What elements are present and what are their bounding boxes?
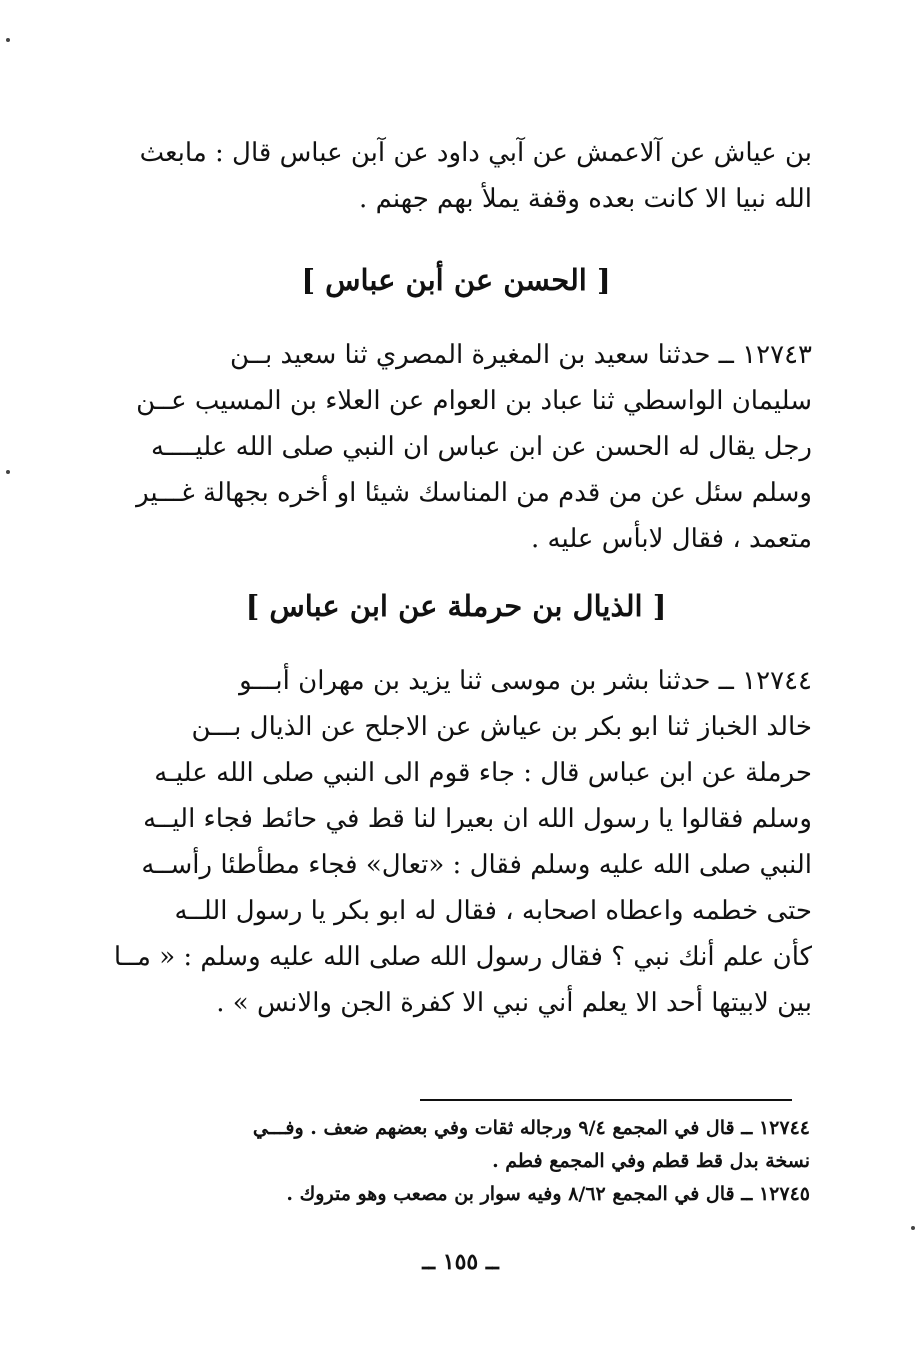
footnote-divider <box>420 1099 792 1101</box>
hadith-line: متعمد ، فقال لابأس عليه . <box>531 524 812 554</box>
hadith-line: بين لابيتها أحد الا يعلم أني نبي الا كفرة الجن والانس » . <box>216 988 812 1018</box>
scan-mark <box>6 470 10 474</box>
footnote-line: ١٢٧٤٥ ــ قال في المجمع ٨/٦٢ وفيه سوار بن مصعب وهو متروك . <box>286 1183 810 1205</box>
hadith-line: النبي صلى الله عليه وسلم فقال : «تعال» فجاء مطأطئا رأســه <box>141 850 812 880</box>
intro-line: بن عياش عن آلاعمش عن آبي داود عن آبن عباس قال : مابعث <box>139 138 812 168</box>
footnote-line: ١٢٧٤٤ ــ قال في المجمع ٩/٤ ورجاله ثقات وفي بعضهم ضعف . وفـــي <box>252 1117 810 1139</box>
intro-line: الله نبيا الا كانت بعده وقفة يملأ بهم جهنم . <box>359 184 812 214</box>
section-heading-dhayyal: [ الذيال بن حرملة عن ابن عباس ] <box>245 589 667 623</box>
hadith-line: ١٢٧٤٤ ــ حدثنا بشر بن موسى ثنا يزيد بن مهران أبـــو <box>239 666 812 696</box>
page-number: ــ ١٥٥ ــ <box>422 1249 499 1275</box>
page-body <box>100 130 812 1026</box>
hadith-line: كأن علم أنك نبي ؟ فقال رسول الله صلى الله عليه وسلم : « مــا <box>113 942 812 972</box>
scan-mark <box>911 1226 915 1230</box>
hadith-line: خالد الخباز ثنا ابو بكر بن عياش عن الاجلح عن الذيال بـــن <box>191 712 812 742</box>
footnotes <box>110 1112 810 1211</box>
footnote-line: نسخة بدل قط قطم وفي المجمع فطم . <box>492 1150 810 1172</box>
section-heading-hasan: [ الحسن عن أبن عباس ] <box>301 263 611 297</box>
hadith-line: وسلم فقالوا يا رسول الله ان بعيرا لنا قط في حائط فجاء اليــه <box>143 804 812 834</box>
hadith-line: سليمان الواسطي ثنا عباد بن العوام عن العلاء بن المسيب عــن <box>136 386 812 416</box>
hadith-line: حتى خطمه واعطاه اصحابه ، فقال له ابو بكر يا رسول اللــه <box>174 896 812 926</box>
hadith-line: ١٢٧٤٣ ــ حدثنا سعيد بن المغيرة المصري ثنا سعيد بــن <box>229 340 812 370</box>
scan-mark <box>6 38 10 42</box>
hadith-line: رجل يقال له الحسن عن ابن عباس ان النبي صلى الله عليــــه <box>150 432 812 462</box>
hadith-line: حرملة عن ابن عباس قال : جاء قوم الى النبي صلى الله عليـه <box>154 758 812 788</box>
hadith-line: وسلم سئل عن من قدم من المناسك شيئا او أخره بجهالة غـــير <box>136 478 812 508</box>
